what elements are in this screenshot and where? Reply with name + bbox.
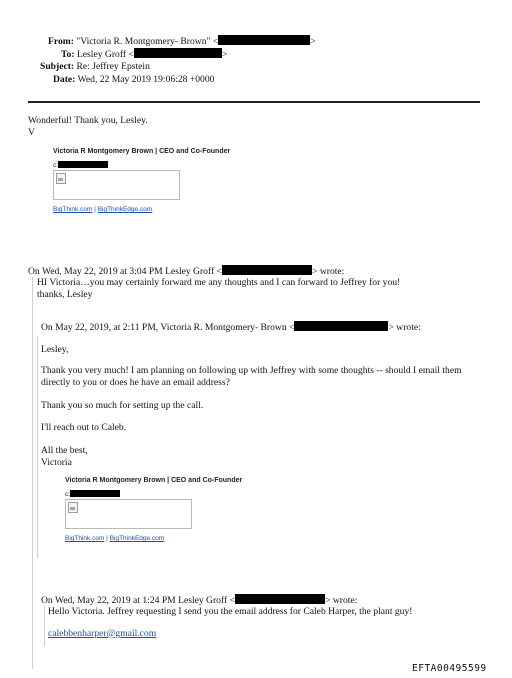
quote3-intro-pre: On Wed, May 22, 2019 at 1:24 PM Lesley Groff < <box>41 595 236 606</box>
redaction-block <box>222 265 312 275</box>
quote2-intro-post: > wrote: <box>388 322 421 333</box>
quote2-greeting: Lesley, <box>41 344 69 355</box>
quote2-intro <box>41 321 421 334</box>
subject-label: Subject: <box>40 61 75 72</box>
from-close-bracket: > <box>310 36 316 47</box>
signature-image-placeholder <box>53 170 180 200</box>
signature-name-line: Victoria R Montgomery Brown | CEO and Co-Founder <box>65 477 243 484</box>
document-id: EFTA00495599 <box>412 663 487 674</box>
to-value: Lesley Groff < <box>76 49 134 60</box>
from-label: From: <box>48 36 74 47</box>
quote1-intro-post: > wrote: <box>312 266 345 277</box>
quote-level3-bar <box>44 606 45 646</box>
signature-links <box>65 535 164 542</box>
subject-value: Re: Jeffrey Epstein <box>76 61 150 72</box>
bigthinkedge-link[interactable]: BigThinkEdge.com <box>97 206 153 213</box>
caleb-email-link[interactable]: calebbenharper@gmail.com <box>48 628 157 639</box>
quote2-para1-line2: directly to you or does he have an email address? <box>41 377 230 388</box>
redaction-block <box>294 321 388 331</box>
redaction-block <box>235 594 325 604</box>
signature-c-row <box>65 490 120 498</box>
quote2-intro-pre: On May 22, 2019, at 2:11 PM, Victoria R. Montgomery- Brown < <box>41 322 295 333</box>
redaction-block <box>58 161 108 168</box>
signature-c-label: c: <box>53 162 59 169</box>
quote3-intro-post: > wrote: <box>325 595 358 606</box>
message1-line1: Wonderful! Thank you, Lesley. <box>28 115 148 126</box>
redaction-block <box>218 35 310 45</box>
quote2-closing1: All the best, <box>41 445 88 456</box>
to-label: To: <box>61 49 75 60</box>
quote1-line2: thanks, Lesley <box>37 289 93 300</box>
signature-image-placeholder <box>65 499 192 529</box>
quote3-line1: Hello Victoria. Jeffrey requesting I send you the email address for Caleb Harper, the plant guy! <box>48 606 413 617</box>
bigthink-link[interactable]: BigThink.com <box>65 535 105 542</box>
message1-line2: V <box>28 127 35 138</box>
link-separator: | <box>104 535 110 542</box>
header-divider <box>28 101 480 103</box>
quote1-intro-pre: On Wed, May 22, 2019 at 3:04 PM Lesley Groff < <box>28 266 223 277</box>
quote2-closing2: Victoria <box>41 457 72 468</box>
from-value: "Victoria R. Montgomery- Brown" < <box>76 36 219 47</box>
redaction-block <box>70 490 120 497</box>
quote2-para1-line1: Thank you very much! I am planning on following up with Jeffrey with some thoughts -- should I email them <box>41 365 462 376</box>
quote-level1-bar <box>32 277 33 669</box>
signature-name-line: Victoria R Montgomery Brown | CEO and Co-Founder <box>53 148 231 155</box>
header-to-row <box>61 48 227 61</box>
signature-links <box>53 206 152 213</box>
broken-image-icon <box>68 502 78 513</box>
signature-c-label: c: <box>65 491 71 498</box>
broken-image-icon <box>56 173 66 184</box>
bigthink-link[interactable]: BigThink.com <box>53 206 93 213</box>
quote-level2-bar <box>37 336 38 558</box>
header-subject-row <box>40 61 150 73</box>
quote2-para3: I'll reach out to Caleb. <box>41 422 127 433</box>
redaction-block <box>134 48 222 58</box>
bigthinkedge-link[interactable]: BigThinkEdge.com <box>109 535 165 542</box>
date-value: Wed, 22 May 2019 19:06:28 +0000 <box>77 74 215 85</box>
header-date-row <box>53 74 214 86</box>
date-label: Date: <box>53 74 76 85</box>
header-from-row <box>48 35 316 48</box>
link-separator: | <box>92 206 98 213</box>
to-close-bracket: > <box>221 49 228 60</box>
quote1-line1: HI Victoria…you may certainly forward me any thoughts and I can forward to Jeffrey for you! <box>37 277 401 288</box>
quote2-para2: Thank you so much for setting up the call. <box>41 400 204 411</box>
signature-c-row <box>53 161 108 169</box>
